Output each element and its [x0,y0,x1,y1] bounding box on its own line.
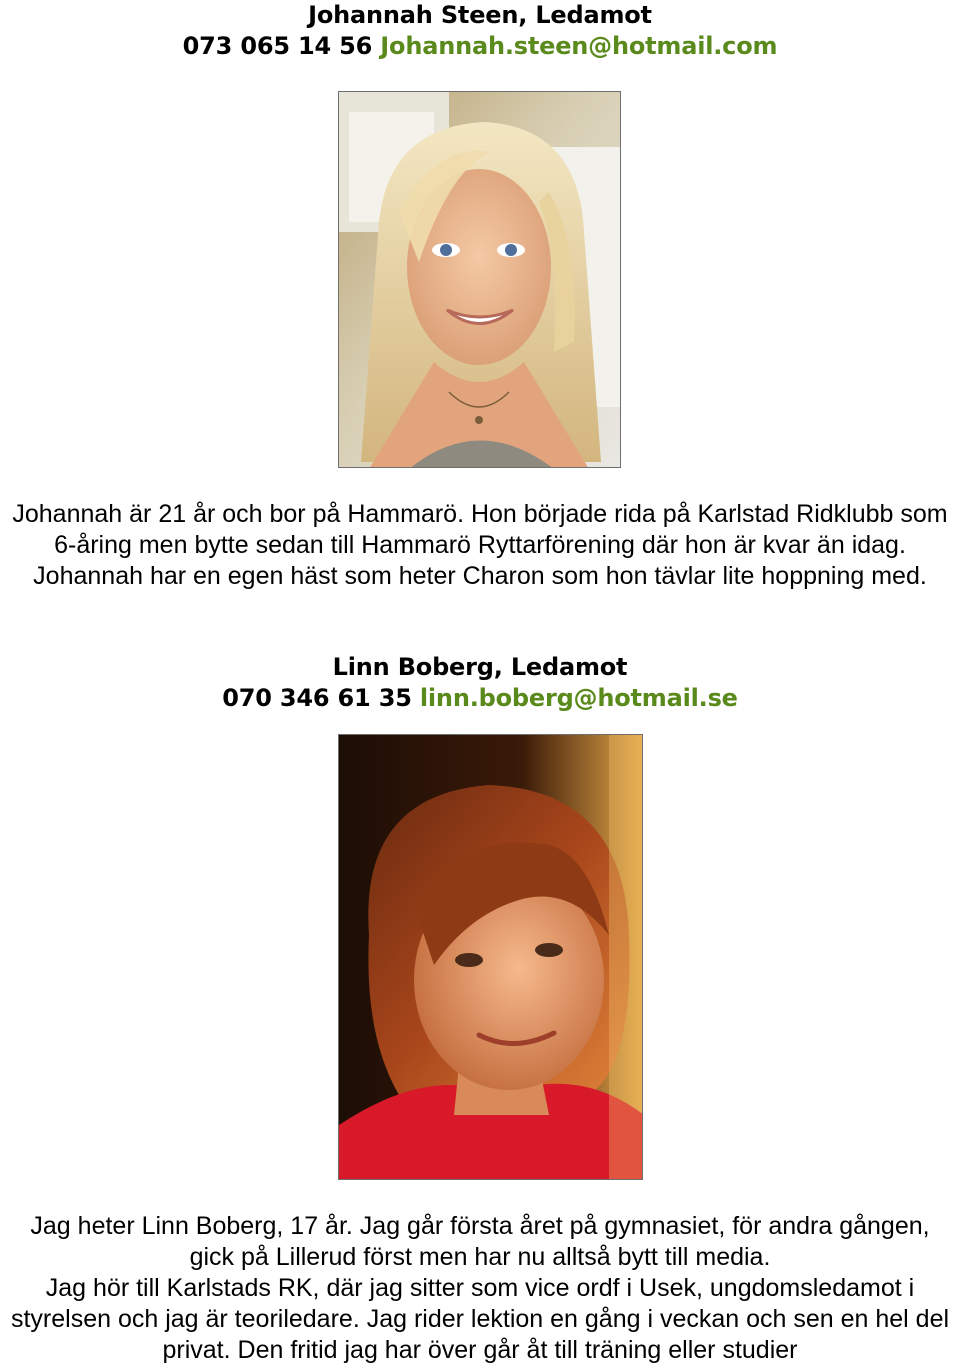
profile-1-name-title: Johannah Steen, Ledamot [308,1,652,29]
profile-2-name-title: Linn Boberg, Ledamot [332,653,628,681]
profile-2-bio-line: Jag heter Linn Boberg, 17 år. Jag går första året på gymnasiet, för andra gången, [30,1212,930,1240]
profile-2-contact [0,683,960,714]
profile-1-bio-line: 6-åring men bytte sedan till Hammarö Ryttarförening där hon är kvar än idag. [54,531,906,559]
profile-2-email-link[interactable]: linn.boberg@hotmail.se [419,684,738,712]
profile-2-bio [0,1211,960,1366]
portrait-photo-blonde [339,92,621,468]
profile-2-bio-line: privat. Den fritid jag har över går åt till träning eller studier [162,1336,798,1364]
profile-1-heading [0,0,960,62]
profile-1-contact [0,31,960,62]
profile-1-bio [0,499,960,592]
profile-2-bio-line: Jag hör till Karlstads RK, där jag sitter som vice ordf i Usek, ungdomsledamot i [45,1274,915,1302]
profile-2-heading [0,652,960,714]
profile-2-photo [338,734,643,1180]
profile-1-email-link[interactable]: Johannah.steen@hotmail.com [380,32,778,60]
profile-2-phone: 070 346 61 35 [222,684,412,712]
profile-1-photo [338,91,621,468]
portrait-photo-redhead [339,735,643,1180]
profile-1-bio-line: Johannah är 21 år och bor på Hammarö. Hon började rida på Karlstad Ridklubb som [12,500,948,528]
profile-1-phone: 073 065 14 56 [182,32,373,60]
profile-2-bio-line: gick på Lillerud först men har nu alltså bytt till media. [189,1243,771,1271]
profile-2-bio-line: styrelsen och jag är teoriledare. Jag rider lektion en gång i veckan och sen en hel del [10,1305,950,1333]
profile-1-bio-line: Johannah har en egen häst som heter Charon som hon tävlar lite hoppning med. [33,562,927,590]
